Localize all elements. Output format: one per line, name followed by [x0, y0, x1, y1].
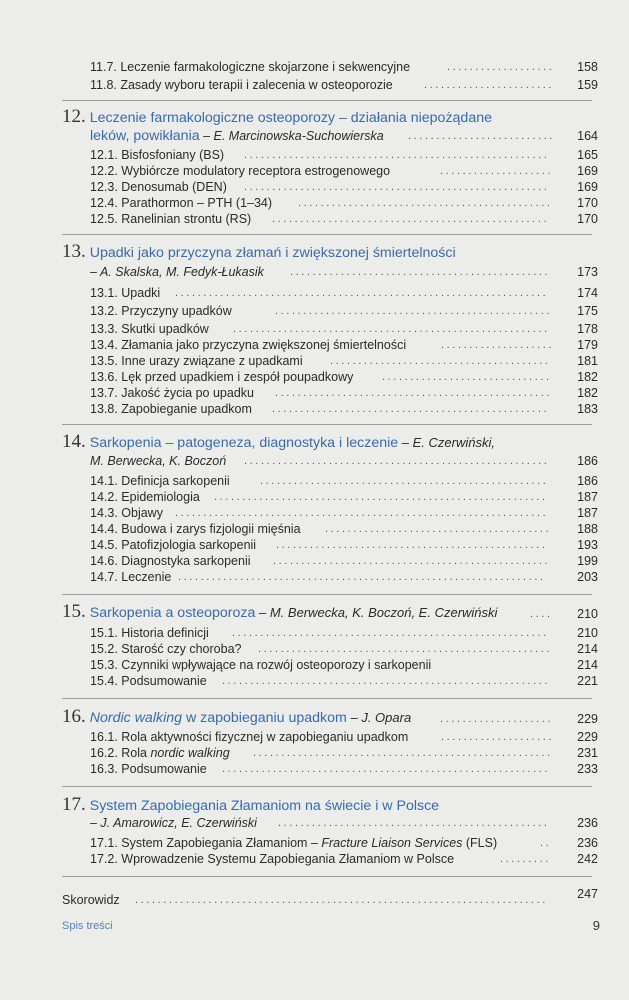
entry-label: 13.7. Jakość życia po upadku	[90, 386, 254, 400]
chapter-author: – E. Czerwiński,	[398, 435, 495, 450]
entry-page: 170	[577, 212, 598, 226]
entry-label: 11.8. Zasady wyboru terapii i zalecenia w osteoporozie	[90, 78, 393, 92]
entry-page: 186	[577, 454, 598, 468]
chapter-number: 17.	[62, 794, 86, 815]
toc-entry-12-5	[0, 209, 629, 229]
dot-leader: ....................	[440, 713, 554, 725]
toc-entry-index	[0, 887, 629, 910]
entry-label: 13.6. Lęk przed upadkiem i zespół poupadkowy	[90, 370, 354, 384]
chapter-number: 16.	[62, 706, 86, 727]
section-divider	[62, 234, 592, 235]
entry-page: 236	[577, 836, 598, 850]
chapter-title: Sarkopenia a osteoporoza	[89, 605, 256, 621]
entry-label: 14.7. Leczenie	[90, 570, 172, 584]
dot-leader: ................................................	[278, 817, 550, 829]
entry-label: 16.2. Rola	[90, 746, 151, 760]
entry-label: 12.5. Ranelinian strontu (RS)	[90, 212, 252, 226]
entry-label-suffix: (FLS)	[462, 836, 498, 850]
dot-leader: .............................................	[298, 197, 553, 209]
entry-label: 12.3. Denosumab (DEN)	[90, 180, 227, 194]
dot-leader: .......................................	[330, 355, 551, 367]
toc-entry-13-1	[0, 283, 629, 303]
entry-page: 170	[577, 196, 598, 210]
entry-label: 14.1. Definicja sarkopenii	[90, 474, 230, 488]
dot-leader: ..........................	[408, 130, 555, 142]
dot-leader: ..........................................................	[222, 675, 551, 687]
dot-leader: .........................................................................	[135, 894, 548, 906]
entry-label: 15.3. Czynniki wpływające na rozwój osteoporozy i sarkopenii	[90, 658, 432, 672]
entry-page: 203	[577, 570, 598, 584]
entry-page: 233	[577, 762, 598, 776]
section-divider	[62, 424, 592, 425]
entry-label: 17.2. Wprowadzenie Systemu Zapobiegania Złamaniom w Polsce	[90, 852, 455, 866]
page-number: 9	[592, 918, 600, 933]
entry-label: 13.8. Zapobieganie upadkom	[90, 402, 252, 416]
dot-leader: ..	[540, 837, 552, 849]
dot-leader: ........................................................	[233, 323, 550, 335]
entry-page: 236	[577, 816, 598, 830]
entry-label: 12.1. Bisfosfoniany (BS)	[90, 148, 225, 162]
dot-leader: ........................................................	[232, 627, 549, 639]
dot-leader: ....................	[440, 165, 554, 177]
entry-label: 14.6. Diagnostyka sarkopenii	[90, 554, 251, 568]
entry-page: 214	[577, 642, 598, 656]
section-divider	[62, 876, 592, 877]
toc-entry-chapter-15	[0, 600, 629, 624]
dot-leader: ....................................................	[258, 643, 553, 655]
entry-page: 188	[577, 522, 598, 536]
toc-entry-11-7	[0, 57, 629, 77]
dot-leader: ...................................................	[260, 475, 549, 487]
entry-label: 16.3. Podsumowanie	[90, 762, 207, 776]
dot-leader: .....................................................	[253, 747, 553, 759]
entry-page: 182	[577, 386, 598, 400]
entry-label: 14.3. Objawy	[90, 506, 163, 520]
entry-label: 14.4. Budowa i zarys fizjologii mięśnia	[90, 522, 301, 536]
dot-leader: ...................	[447, 61, 555, 73]
entry-page: 179	[577, 338, 598, 352]
dot-leader: ..............................	[382, 371, 552, 383]
entry-page: 173	[577, 265, 598, 279]
chapter-number: 12.	[62, 106, 86, 127]
entry-page: 159	[577, 78, 598, 92]
entry-page: 231	[577, 746, 598, 760]
entry-label: 14.5. Patofizjologia sarkopenii	[90, 538, 257, 552]
entry-page: 229	[577, 712, 598, 726]
dot-leader: .........	[500, 853, 551, 865]
chapter-author: – M. Berwecka, K. Boczoń, E. Czerwiński	[255, 605, 498, 620]
section-divider	[62, 594, 592, 595]
section-divider	[62, 100, 592, 101]
entry-page: 178	[577, 322, 598, 336]
dot-leader: ....	[530, 608, 553, 620]
dot-leader: ....................	[441, 731, 555, 743]
dot-leader: .................................................	[272, 213, 550, 225]
dot-leader: ................................................	[276, 539, 548, 551]
dot-leader: ..................................................................	[175, 287, 549, 299]
toc-entry-chapter-14	[0, 451, 629, 471]
entry-page: 229	[577, 730, 598, 744]
entry-page: 164	[577, 129, 598, 143]
dot-leader: .................................................	[275, 387, 553, 399]
entry-label: 15.4. Podsumowanie	[90, 674, 207, 688]
chapter-title: Leczenie farmakologiczne osteoporozy – działania niepożądane	[89, 110, 492, 126]
section-divider	[62, 786, 592, 787]
entry-page: 199	[577, 554, 598, 568]
entry-label: 13.1. Upadki	[90, 286, 161, 300]
entry-label: 12.2. Wybiórcze modulatory receptora estrogenowego	[90, 164, 391, 178]
entry-label: 15.1. Historia definicji	[90, 626, 209, 640]
chapter-number: 13.	[62, 241, 86, 262]
entry-page: 210	[577, 626, 598, 640]
chapter-13-heading	[0, 240, 629, 264]
chapter-author: – J. Opara	[346, 710, 412, 725]
entry-label: 13.2. Przyczyny upadków	[90, 304, 232, 318]
entry-page: 186	[577, 474, 598, 488]
dot-leader: ..............................................	[290, 266, 551, 278]
dot-leader: .................................................................	[178, 571, 546, 583]
chapter-title-cont: leków, powikłania	[90, 128, 200, 144]
entry-label: 15.2. Starość czy choroba?	[90, 642, 242, 656]
toc-entry-chapter-13	[0, 262, 629, 282]
entry-page: 183	[577, 402, 598, 416]
toc-entry-13-2	[0, 301, 629, 321]
chapter-author-cont: M. Berwecka, K. Boczoń	[90, 454, 227, 468]
entry-page: 221	[577, 674, 598, 688]
chapter-title: Upadki jako przyczyna złamań i zwiększonej śmiertelności	[89, 245, 456, 261]
chapter-title-italic: Nordic walking	[89, 710, 183, 726]
entry-page: 242	[577, 852, 598, 866]
entry-label: 13.3. Skutki upadków	[90, 322, 209, 336]
entry-label: 11.7. Leczenie farmakologiczne skojarzone i sekwencyjne	[90, 60, 411, 74]
entry-label-italic: nordic walking	[150, 746, 230, 760]
dot-leader: ........................................	[325, 523, 552, 535]
entry-page: 169	[577, 164, 598, 178]
entry-label: 17.1. System Zapobiegania Złamaniom –	[90, 836, 322, 850]
section-divider	[62, 698, 592, 699]
dot-leader: ......................................................	[244, 455, 550, 467]
toc-entry-15-4	[0, 671, 629, 691]
entry-page: 158	[577, 60, 598, 74]
entry-page: 165	[577, 148, 598, 162]
dot-leader: .................................................	[275, 305, 553, 317]
chapter-number: 14.	[62, 431, 86, 452]
toc-entry-11-8	[0, 75, 629, 95]
entry-label: 12.4. Parathormon – PTH (1–34)	[90, 196, 273, 210]
entry-label: 16.1. Rola aktywności fizycznej w zapobieganiu upadkom	[90, 730, 409, 744]
toc-entry-17-2	[0, 849, 629, 869]
entry-page: 174	[577, 286, 598, 300]
entry-label: 13.4. Złamania jako przyczyna zwiększonej śmiertelności	[90, 338, 407, 352]
dot-leader: ..................................................................	[175, 507, 549, 519]
entry-page: 175	[577, 304, 598, 318]
entry-label: 14.2. Epidemiologia	[90, 490, 200, 504]
chapter-author: – E. Marcinowska-Suchowierska	[199, 129, 384, 143]
entry-page: 182	[577, 370, 598, 384]
dot-leader: .................................................	[272, 403, 550, 415]
dot-leader: ......................................................	[244, 149, 550, 161]
toc-entry-13-8	[0, 399, 629, 419]
entry-label-italic: Fracture Liaison Services	[321, 836, 463, 850]
entry-label: 13.5. Inne urazy związane z upadkami	[90, 354, 303, 368]
dot-leader: ....................	[441, 339, 555, 351]
entry-page: 210	[577, 607, 598, 621]
chapter-author: – A. Skalska, M. Fedyk-Łukasik	[90, 265, 264, 279]
running-footer-title: Spis treści	[62, 920, 113, 932]
dot-leader: .......................	[424, 79, 555, 91]
chapter-title: w zapobieganiu upadkom	[182, 710, 347, 726]
chapter-title: System Zapobiegania Złamaniom na świecie i w Polsce	[89, 798, 440, 814]
entry-page: 247	[577, 887, 598, 901]
toc-entry-chapter-12	[0, 125, 629, 147]
entry-page: 187	[577, 490, 598, 504]
chapter-author: – J. Amarowicz, E. Czerwiński	[90, 816, 257, 830]
chapter-number: 15.	[62, 601, 86, 622]
dot-leader: .................................................	[273, 555, 551, 567]
toc-entry-14-7	[0, 567, 629, 587]
entry-page: 169	[577, 180, 598, 194]
toc-entry-16-3	[0, 759, 629, 779]
dot-leader: ..........................................................	[222, 763, 551, 775]
dot-leader: ......................................................	[244, 181, 550, 193]
entry-page: 181	[577, 354, 598, 368]
entry-page: 214	[577, 658, 598, 672]
entry-page: 187	[577, 506, 598, 520]
dot-leader: ...........................................................	[214, 491, 548, 503]
toc-entry-chapter-17	[0, 813, 629, 833]
toc-entry-chapter-16	[0, 705, 629, 729]
chapter-title: Sarkopenia – patogeneza, diagnostyka i leczenie	[89, 435, 399, 451]
entry-page: 193	[577, 538, 598, 552]
entry-label: Skorowidz	[62, 893, 120, 907]
